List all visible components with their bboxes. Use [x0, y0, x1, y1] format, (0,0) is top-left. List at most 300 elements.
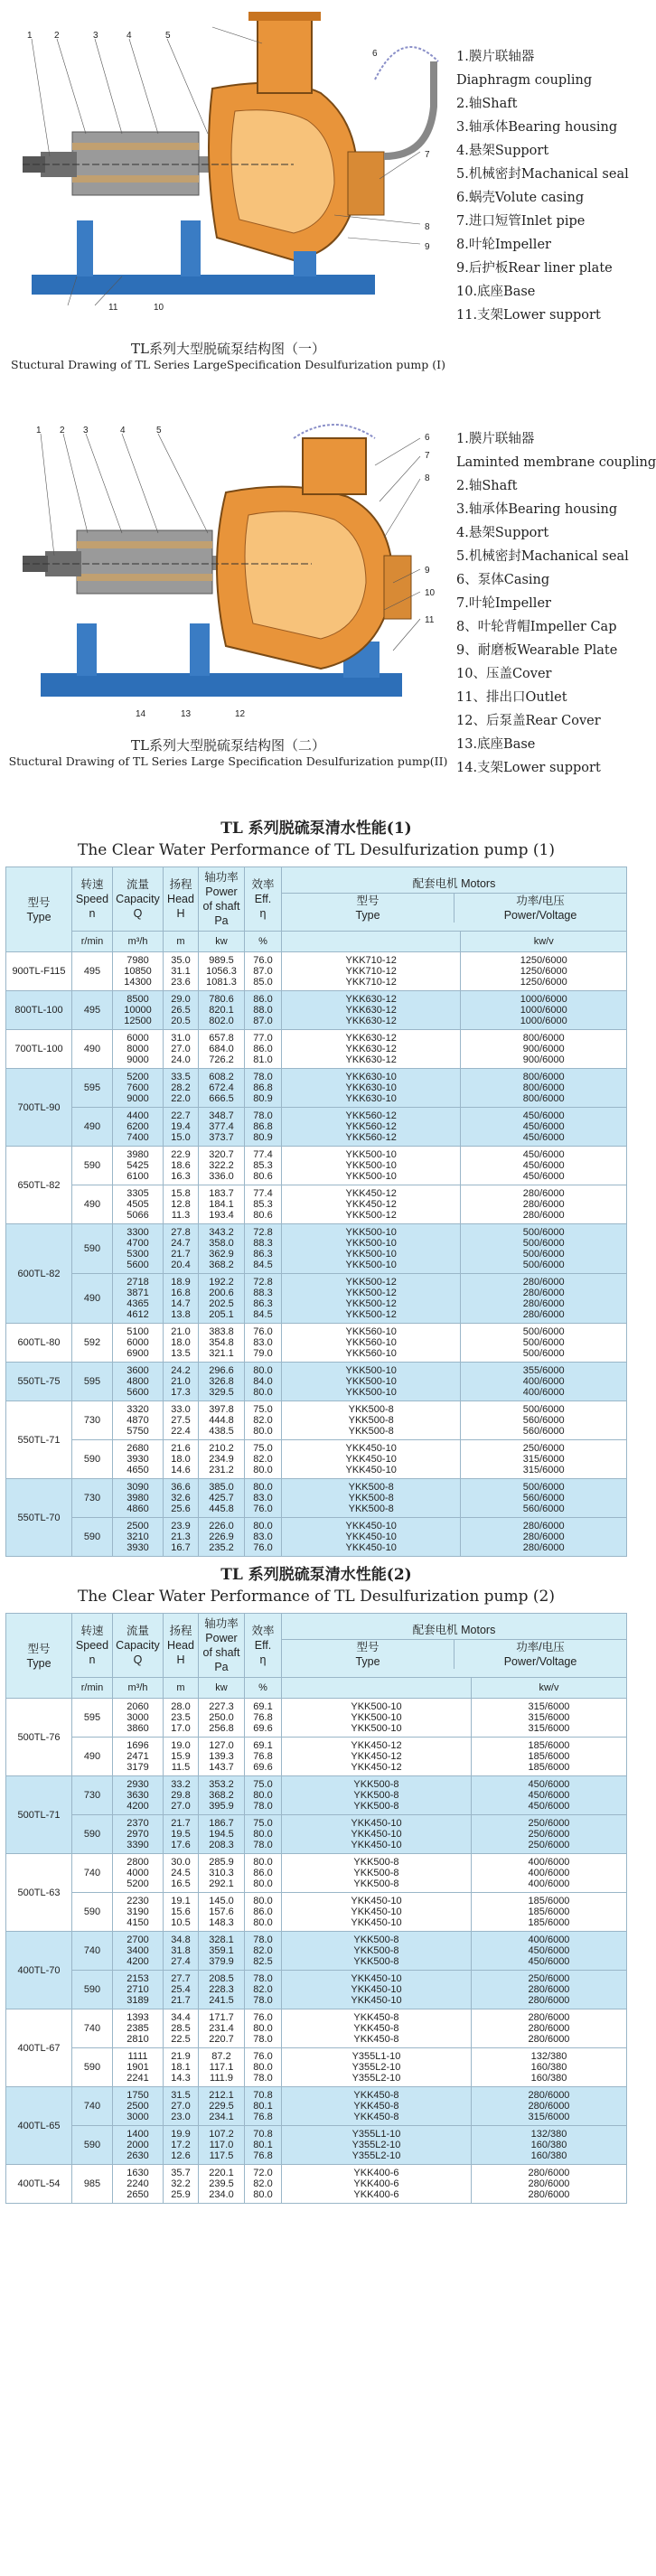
cell-line: YKK450-12 [351, 1740, 402, 1751]
cell-line: 3860 [127, 1723, 149, 1734]
cell-line: 184.1 [209, 1199, 234, 1210]
head-cell [164, 2087, 199, 2126]
speed-cell: 592 [72, 1324, 113, 1363]
cell-line: YKK500-8 [353, 1868, 399, 1878]
cell-line: 5300 [127, 1249, 149, 1260]
cell-line: YKK500-12 [345, 1309, 397, 1320]
cell-line: 450/6000 [528, 1945, 570, 1956]
callout-3: 3 [83, 426, 89, 436]
cell-line: 77.4 [253, 1188, 273, 1199]
cell-line: 24.0 [171, 1054, 191, 1065]
cell-line: YKK500-10 [345, 1149, 397, 1160]
cell-line: 322.2 [209, 1160, 234, 1171]
cell-line: YKK500-8 [353, 1945, 399, 1956]
cell-line: 2241 [127, 2073, 149, 2084]
cell-line: 76.0 [253, 2012, 273, 2023]
eff-cell [245, 1815, 282, 1854]
cell-line: 171.7 [209, 2012, 234, 2023]
cell-line: 5600 [127, 1387, 149, 1398]
power-cell [199, 952, 245, 991]
cell-line: 13.5 [171, 1348, 191, 1359]
cell-line: 78.0 [253, 2073, 273, 2084]
cell-line: Power/Voltage [503, 908, 577, 922]
cell-line: 5200 [127, 1878, 149, 1889]
power-cell [199, 991, 245, 1030]
cell-line: 321.1 [209, 1348, 234, 1359]
cell-line: 16.5 [171, 1878, 191, 1889]
motor-type-cell [282, 1324, 461, 1363]
cell-line: Capacity [116, 1639, 160, 1652]
speed-cell: 740 [72, 2087, 113, 2126]
cell-line: YKK500-10 [351, 1701, 402, 1712]
cell-line: Y355L2-10 [351, 2150, 401, 2161]
header-power [199, 1614, 245, 1678]
cell-line: 78.0 [253, 2034, 273, 2045]
motor-type-cell [282, 1893, 472, 1932]
cell-line: 280/6000 [528, 2168, 570, 2178]
cell-line: YKK500-8 [353, 1956, 399, 1967]
unit-cell: m³/h [113, 932, 164, 952]
legend-item: 5.机械密封Machanical seal [456, 167, 629, 182]
motor-power-cell [471, 1776, 626, 1815]
callout-5: 5 [165, 31, 171, 41]
cell-line: 69.1 [253, 1740, 273, 1751]
cell-line: 800/6000 [522, 1072, 565, 1082]
cell-line: 117.5 [209, 2150, 234, 2161]
legend-item: 4.悬架Support [456, 526, 549, 540]
speed-cell: 490 [72, 1738, 113, 1776]
cell-line: 192.2 [209, 1277, 234, 1288]
cell-line: 效率 [251, 1625, 275, 1637]
cell-line: YKK500-8 [353, 1934, 399, 1945]
unit-cell-motor-type [282, 932, 461, 952]
cell-line: 500/6000 [522, 1337, 565, 1348]
cell-line: 450/6000 [528, 1790, 570, 1801]
cell-line: 80.0 [253, 1829, 273, 1840]
cell-line: 8000 [127, 1044, 149, 1054]
cell-line: 285.9 [209, 1857, 234, 1868]
cell-line: 4860 [127, 1503, 149, 1514]
cell-line: 78.0 [253, 1973, 273, 1984]
cell-line: 31.0 [171, 1033, 191, 1044]
cell-line: 1393 [127, 2012, 149, 2023]
cell-line: YKK500-10 [345, 1171, 397, 1182]
capacity-cell [113, 1776, 164, 1815]
table-row [6, 2126, 627, 2165]
cell-line: 88.3 [253, 1238, 273, 1249]
callout-4: 4 [127, 31, 132, 41]
cell-line: 35.0 [171, 955, 191, 966]
cell-line: 296.6 [209, 1365, 234, 1376]
cell-line: 80.0 [253, 1365, 273, 1376]
units-row [6, 1678, 627, 1699]
cell-line: 450/6000 [522, 1171, 565, 1182]
cell-line: 2800 [127, 1857, 149, 1868]
cell-line: 11.5 [171, 1762, 191, 1773]
cell-line: 185/6000 [528, 1751, 570, 1762]
cell-line: 78.0 [253, 1801, 273, 1812]
motor-type-cell [282, 1185, 461, 1224]
cell-line: 77.0 [253, 1033, 273, 1044]
cell-line: 4870 [127, 1415, 149, 1426]
cell-line: 轴功率 [204, 1617, 239, 1630]
header-power [199, 867, 245, 932]
cell-line: 10.5 [171, 1917, 191, 1928]
cell-line: YKK500-8 [353, 1857, 399, 1868]
cell-line: 139.3 [209, 1751, 234, 1762]
callout-2: 2 [60, 426, 65, 436]
eff-cell [245, 1030, 282, 1069]
cell-line: 1250/6000 [520, 955, 567, 966]
caption-zh: TL系列大型脱硫泵结构图（二） [131, 737, 325, 754]
cell-line: 336.0 [209, 1171, 234, 1182]
capacity-cell [113, 1030, 164, 1069]
cell-line: 310.3 [209, 1868, 234, 1878]
cell-line: 560/6000 [522, 1493, 565, 1503]
head-cell [164, 1893, 199, 1932]
cell-line: YKK500-10 [345, 1365, 397, 1376]
cell-line: 型号 [356, 1640, 380, 1653]
motor-type-cell [282, 1971, 472, 2009]
cell-line: 77.4 [253, 1149, 273, 1160]
motor-type-cell [282, 1738, 472, 1776]
cell-line: 19.9 [171, 2129, 191, 2140]
cell-line: 76.0 [253, 1542, 273, 1553]
legend-item: 14.支架Lower support [456, 761, 601, 775]
motor-power-cell [461, 991, 627, 1030]
cell-line: Y355L1-10 [351, 2051, 401, 2062]
model-cell: 500TL-76 [6, 1699, 72, 1776]
cell-line: 220.1 [209, 2168, 234, 2178]
cell-line: 315/6000 [528, 1712, 570, 1723]
head-cell [164, 1108, 199, 1147]
cell-line: 280/6000 [528, 2178, 570, 2189]
cell-line: 3179 [127, 1762, 149, 1773]
cell-line: 900/6000 [522, 1054, 565, 1065]
cell-line: 6100 [127, 1171, 149, 1182]
cell-line: 80.0 [253, 1465, 273, 1475]
cell-line: 355/6000 [522, 1365, 565, 1376]
cell-line: 800/6000 [522, 1033, 565, 1044]
cell-line: YKK450-12 [345, 1199, 397, 1210]
cell-line: 500/6000 [522, 1249, 565, 1260]
cell-line: 34.8 [171, 1934, 191, 1945]
motor-power-cell [471, 2009, 626, 2048]
header-motor-power [455, 894, 626, 923]
cell-line: 79.0 [253, 1348, 273, 1359]
cell-line: 353.2 [209, 1779, 234, 1790]
cell-line: 157.6 [209, 1906, 234, 1917]
speed-cell: 590 [72, 1224, 113, 1274]
cell-line: 型号 [27, 1642, 51, 1655]
motor-type-cell [282, 1224, 461, 1274]
cell-line: 450/6000 [522, 1149, 565, 1160]
cell-line: YKK450-12 [351, 1751, 402, 1762]
eff-cell [245, 2009, 282, 2048]
cell-line: YKK450-10 [345, 1465, 397, 1475]
cell-line: YKK450-10 [351, 1995, 402, 2006]
cell-line: 5750 [127, 1426, 149, 1437]
cell-line: 1111 [127, 2051, 148, 2062]
motor-power-cell [471, 1893, 626, 1932]
cell-line: 185/6000 [528, 1896, 570, 1906]
unit-cell: % [245, 932, 282, 952]
eff-cell [245, 1401, 282, 1440]
cell-line: of shaft [202, 900, 240, 913]
cell-line: 343.2 [209, 1227, 234, 1238]
cell-line: YKK630-12 [345, 1054, 397, 1065]
table-row [6, 1030, 627, 1069]
cell-line: 377.4 [209, 1121, 234, 1132]
legend-item: 6、泵体Casing [456, 573, 550, 587]
cell-line: 226.9 [209, 1532, 234, 1542]
cell-line: 500/6000 [522, 1326, 565, 1337]
callout-8: 8 [425, 222, 430, 232]
speed-cell: 730 [72, 1401, 113, 1440]
cell-line: 76.0 [253, 955, 273, 966]
cell-line: 1630 [127, 2168, 149, 2178]
speed-cell: 590 [72, 1147, 113, 1185]
cell-line: 76.0 [253, 2051, 273, 2062]
motors-label: 配套电机 Motors [282, 1623, 626, 1640]
header-motor-power [455, 1640, 626, 1669]
legend-item: Diaphragm coupling [456, 73, 593, 88]
cell-line: 3000 [127, 1712, 149, 1723]
table-1-title: TL 系列脱硫泵清水性能(1) [220, 820, 412, 838]
cell-line: 3189 [127, 1995, 149, 2006]
motor-type-cell [282, 1030, 461, 1069]
speed-cell: 590 [72, 2048, 113, 2087]
cell-line: 2680 [127, 1443, 149, 1454]
cell-line: 900/6000 [522, 1044, 565, 1054]
motor-power-cell [461, 1069, 627, 1108]
motor-type-cell [282, 1854, 472, 1893]
cell-line: 86.0 [253, 1868, 273, 1878]
cell-line: 3980 [127, 1493, 149, 1503]
callout-4: 4 [120, 426, 126, 436]
callout-6: 6 [372, 49, 378, 59]
motor-power-cell [471, 1971, 626, 2009]
cell-line: 107.2 [209, 2129, 234, 2140]
cell-line: Q [133, 1653, 143, 1666]
cell-line: 80.0 [253, 1521, 273, 1532]
cell-line: 4505 [127, 1199, 149, 1210]
cell-line: YKK450-8 [353, 2023, 399, 2034]
cell-line: 75.0 [253, 1443, 273, 1454]
model-cell: 600TL-82 [6, 1224, 72, 1324]
eff-cell [245, 1108, 282, 1147]
cell-line: 280/6000 [528, 2189, 570, 2200]
cell-line: 1250/6000 [520, 966, 567, 977]
cell-line: 132/380 [530, 2051, 567, 2062]
cell-line: 87.0 [253, 966, 273, 977]
power-cell [199, 1738, 245, 1776]
header-motors [282, 1614, 627, 1678]
cell-line: 16.3 [171, 1171, 191, 1182]
cell-line: of shaft [202, 1646, 240, 1659]
motor-power-cell [471, 1815, 626, 1854]
motor-power-cell [461, 1185, 627, 1224]
table-row [6, 2087, 627, 2126]
caption-en: Stuctural Drawing of TL Series LargeSpecification Desulfurization pump (I) [11, 358, 445, 371]
table-row [6, 952, 627, 991]
cell-line: YKK500-8 [348, 1415, 394, 1426]
cell-line: 500/6000 [522, 1238, 565, 1249]
cell-line: 368.2 [209, 1260, 234, 1270]
cell-line: 82.0 [253, 1415, 273, 1426]
head-cell [164, 2048, 199, 2087]
cell-line: 76.8 [253, 1751, 273, 1762]
head-cell [164, 1854, 199, 1893]
cell-line: 208.3 [209, 1840, 234, 1850]
cell-line: 5200 [127, 1072, 149, 1082]
cell-line: 20.4 [171, 1260, 191, 1270]
cell-line: YKK560-12 [345, 1132, 397, 1143]
speed-cell: 490 [72, 1108, 113, 1147]
cell-line: YKK710-12 [345, 966, 397, 977]
cell-line: 2810 [127, 2034, 149, 2045]
cell-line: YKK450-12 [351, 1762, 402, 1773]
speed-cell: 490 [72, 1030, 113, 1069]
cell-line: YKK450-10 [345, 1542, 397, 1553]
table-row [6, 1738, 627, 1776]
legend-item: 2.轴Shaft [456, 97, 518, 111]
cell-line: 78.0 [253, 1840, 273, 1850]
head-cell [164, 1776, 199, 1815]
table-row [6, 1147, 627, 1185]
cell-line: 14.7 [171, 1298, 191, 1309]
cell-line: YKK630-12 [345, 1016, 397, 1026]
cell-line: 210.2 [209, 1443, 234, 1454]
head-cell [164, 1185, 199, 1224]
cell-line: 328.1 [209, 1934, 234, 1945]
callout-10: 10 [154, 303, 164, 313]
cell-line: 315/6000 [528, 1723, 570, 1734]
cell-line: 2718 [127, 1277, 149, 1288]
cell-line: 280/6000 [522, 1288, 565, 1298]
eff-cell [245, 1324, 282, 1363]
power-cell [199, 1854, 245, 1893]
header-eff [245, 867, 282, 932]
table-row [6, 1185, 627, 1224]
cell-line: 3305 [127, 1188, 149, 1199]
legend-item: 3.轴承体Bearing housing [456, 502, 618, 517]
cell-line: 2060 [127, 1701, 149, 1712]
cell-line: 280/6000 [522, 1298, 565, 1309]
legend-2 [456, 427, 656, 780]
cell-line: 379.9 [209, 1956, 234, 1967]
cell-line: 4612 [127, 1309, 149, 1320]
power-cell [199, 2048, 245, 2087]
callout-11: 11 [425, 615, 435, 625]
table-row [6, 991, 627, 1030]
cell-line: 235.2 [209, 1542, 234, 1553]
cell-line: YKK500-10 [345, 1387, 397, 1398]
cell-line: 1000/6000 [520, 1005, 567, 1016]
legend-item: 6.蜗壳Volute casing [456, 191, 585, 205]
cell-line: 27.4 [171, 1956, 191, 1967]
unit-cell: kw [199, 932, 245, 952]
cell-line: 29.8 [171, 1790, 191, 1801]
cell-line: 666.5 [209, 1093, 234, 1104]
header-eff [245, 1614, 282, 1678]
header-motor-type [282, 1640, 455, 1669]
cell-line: 31.1 [171, 966, 191, 977]
header-speed [72, 1614, 113, 1678]
cell-line: n [89, 1653, 96, 1666]
cell-line: YKK450-10 [351, 1984, 402, 1995]
table-row [6, 1776, 627, 1815]
cell-line: 1056.3 [206, 966, 237, 977]
model-cell: 550TL-71 [6, 1401, 72, 1479]
cell-line: 280/6000 [522, 1521, 565, 1532]
speed-cell: 495 [72, 991, 113, 1030]
cell-line: 280/6000 [528, 2012, 570, 2023]
cell-line: 3930 [127, 1542, 149, 1553]
cell-line: YKK450-10 [345, 1532, 397, 1542]
cell-line: 320.7 [209, 1149, 234, 1160]
cell-line: 1901 [127, 2062, 149, 2073]
cell-line: 4800 [127, 1376, 149, 1387]
motor-power-cell [471, 1699, 626, 1738]
callout-7: 7 [425, 451, 430, 461]
cell-line: Type [355, 908, 380, 922]
cell-line: Eff. [254, 1639, 272, 1652]
cell-line: 4200 [127, 1956, 149, 1967]
cell-line: YKK500-8 [348, 1493, 394, 1503]
motor-type-cell [282, 1108, 461, 1147]
cell-line: 450/6000 [522, 1110, 565, 1121]
cell-line: YKK400-6 [353, 2178, 399, 2189]
head-cell [164, 1030, 199, 1069]
unit-cell: m [164, 932, 199, 952]
cell-line: YKK500-8 [353, 1790, 399, 1801]
cell-line: 185/6000 [528, 1917, 570, 1928]
motor-type-cell [282, 991, 461, 1030]
cell-line: 86.0 [253, 994, 273, 1005]
cell-line: 21.0 [171, 1326, 191, 1337]
cell-line: Capacity [116, 893, 160, 905]
cell-line: YKK450-10 [351, 1973, 402, 1984]
legend-item: 9、耐磨板Wearable Plate [456, 643, 618, 658]
cell-line: 24.5 [171, 1868, 191, 1878]
cell-line: 16.7 [171, 1542, 191, 1553]
table-row [6, 1971, 627, 2009]
cell-line: 672.4 [209, 1082, 234, 1093]
table-2-title: TL 系列脱硫泵清水性能(2) [220, 1566, 412, 1584]
cell-line: YKK630-10 [345, 1093, 397, 1104]
cell-line: 6900 [127, 1348, 149, 1359]
cell-line: 800/6000 [522, 1093, 565, 1104]
cell-line: 33.0 [171, 1404, 191, 1415]
speed-cell: 740 [72, 1854, 113, 1893]
unit-cell: r/min [72, 1678, 113, 1699]
header-capacity [113, 1614, 164, 1678]
cell-line: 2153 [127, 1973, 149, 1984]
cell-line: n [89, 907, 96, 920]
legend-item: 5.机械密封Machanical seal [456, 549, 629, 564]
unit-cell: r/min [72, 932, 113, 952]
capacity-cell [113, 1699, 164, 1738]
cell-line: YKK500-10 [345, 1227, 397, 1238]
cell-line: 1081.3 [206, 977, 237, 988]
cell-line: 86.0 [253, 1906, 273, 1917]
speed-cell: 740 [72, 1932, 113, 1971]
eff-cell [245, 2126, 282, 2165]
eff-cell [245, 1185, 282, 1224]
cell-line: 78.0 [253, 1934, 273, 1945]
table-row [6, 2048, 627, 2087]
